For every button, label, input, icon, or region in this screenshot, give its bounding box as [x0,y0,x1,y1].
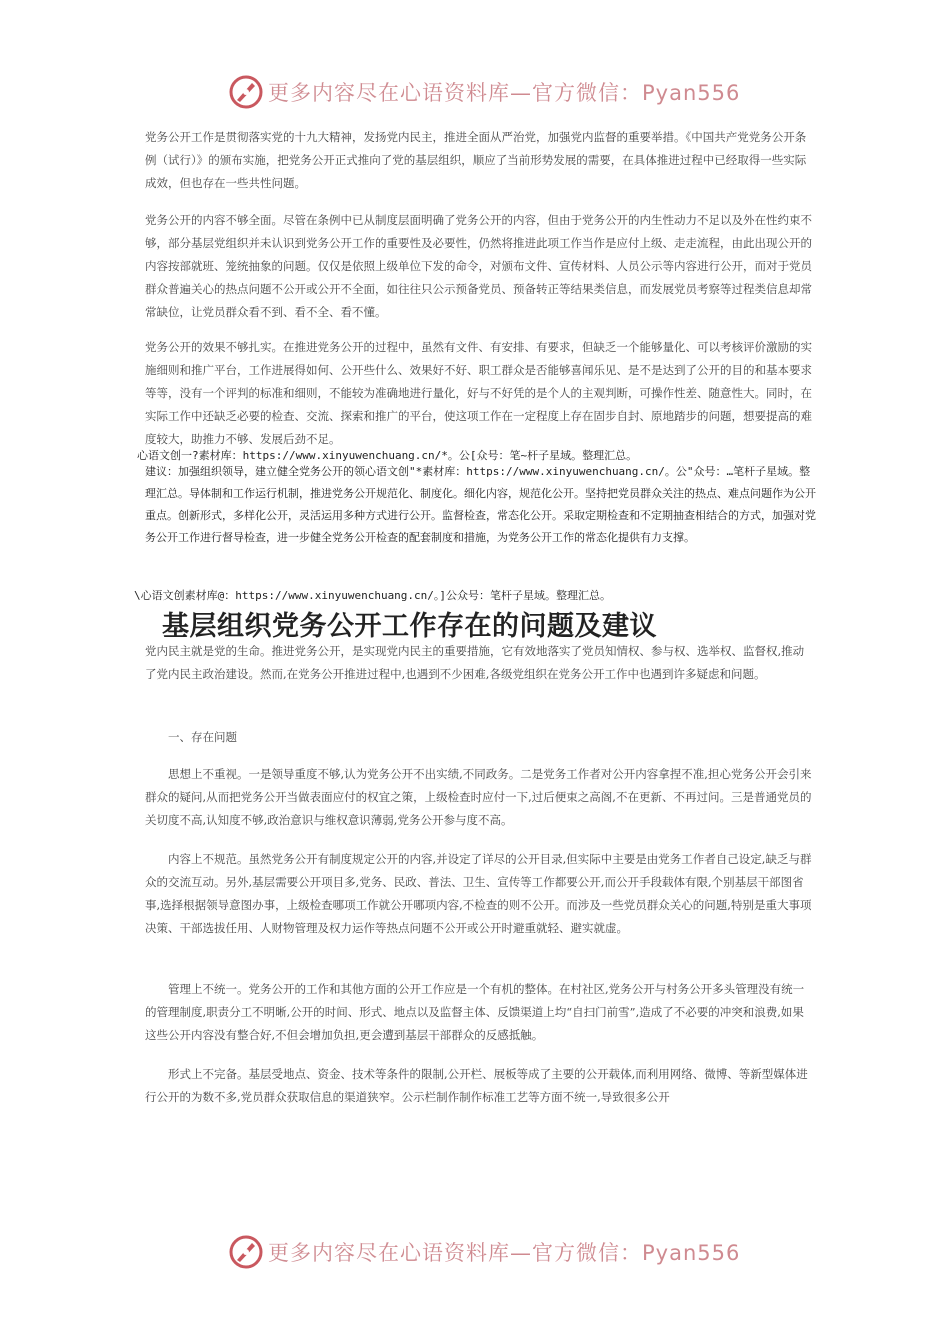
paragraph-thinking: 思想上不重视。一是领导重度不够,认为党务公开不出实绩,不同政务。二是党务工作者对公开内容拿捏不准,担心党务公开会引来群众的疑问,从而把党务公开当做表面应付的权宜之策，上级检查时应付一下,过后便束之高阁,不在更新、不再过问。三是普通党员的关切度不高,认知度不够,政治意识与维权意识薄弱,党务公开参与度不高。 [145,767,812,827]
paragraph-intro-open: 党务公开工作是贯彻落实党的十九大精神，发扬党内民主，推进全面从严治党，加强党内监督的重要举措。《中国共产党党务公开条例（试行）》的颁布实施，把党务公开正式推向了党的基层组织，顺应了当前形势发展的需要，在具体推进过程中已经取得一些实际成效，但也存在一些共性问题。 [145,130,807,190]
banner-text: 更多内容尽在心语资料库—官方微信：Pyan556 [268,81,741,105]
watermark-line: \心语文创素材库@：https://www.xinyuwenchuang.cn/。]公众号：笔杆子星域。整理汇总。 [134,589,612,602]
watermark-line: 心语文创一?素材库：https://www.xinyuwenchuang.cn/*。公[众号：笔~杆子星域。整理汇总。 [137,449,638,462]
paragraph-content-norms: 内容上不规范。虽然党务公开有制度规定公开的内容,并设定了详尽的公开目录,但实际中主要是由党务工作者自己设定,缺乏与群众的交流互动。另外,基层需要公开项目多,党务、民政、普法、卫生、宣传等工作都要公开,而公开手段载体有限,个别基层干部图省事,选择根据领导意图办事，上级检查哪项工作就公开哪项内容,不检查的则不公开。而涉及一些党员群众关心的问题,特别是重大事项决策、干部选拔任用、人财物管理及权力运作等热点问题不公开或公开时避重就轻、避实就虚。 [145,852,812,935]
paragraph-form: 形式上不完备。基层受地点、资金、技术等条件的限制,公开栏、展板等成了主要的公开载体,而利用网络、微博、等新型媒体进行公开的为数不多,党员群众获取信息的渠道狭窄。公示栏制作制作标准工艺等方面不统一,导致很多公开 [145,1067,808,1104]
brush-logo-icon [228,74,264,110]
document-title: 基层组织党务公开工作存在的问题及建议 [162,611,657,642]
paragraph-effect-weak: 党务公开的效果不够扎实。在推进党务公开的过程中，虽然有文件、有安排、有要求，但缺乏一个能够量化、可以考核评价激励的实施细则和推广平台，工作进展得如何、公开些什么、效果好不好、职工群众是否能够喜闻乐见、是不是达到了公开的目的和基本要求等等，没有一个评判的标准和细则，不能较为准确地进行量化，好与不好凭的是个人的主观判断，可操作性差、随意性大。同时，在实际工作中还缺乏必要的检查、交流、探索和推广的平台，使这项工作在一定程度上存在固步自封、原地踏步的问题，想要提高的难度较大，助推力不够、发展后劲不足。 [145,340,812,446]
section-heading: 一、存在问题 [168,730,237,744]
footer-banner [0,1232,950,1272]
banner-content [228,72,740,112]
brush-logo-icon [228,1234,264,1270]
banner-content [228,1232,740,1272]
header-banner [0,72,950,112]
paragraph-content-incomplete: 党务公开的内容不够全面。尽管在条例中已从制度层面明确了党务公开的内容，但由于党务公开的内生性动力不足以及外在性约束不够，部分基层党组织并未认识到党务公开工作的重要性及必要性，仍然将推进此项工作当作是应付上级、走走流程，由此出现公开的内容按部就班、笼统抽象的问题。仅仅是依照上级单位下发的命令，对颁布文件、宣传材料、人员公示等内容进行公开，而对于党员群众普遍关心的热点问题不公开或公开不全面，如往往只公示预备党员、预备转正等结果类信息，而发展党员考察等过程类信息却常常缺位，让党员群众看不到、看不全、看不懂。 [145,213,812,319]
banner-text: 更多内容尽在心语资料库—官方微信：Pyan556 [268,1241,741,1265]
paragraph-intro: 党内民主就是党的生命。推进党务公开，是实现党内民主的重要措施，它有效地落实了党员知情权、参与权、选举权、监督权,推动了党内民主政治建设。然而,在党务公开推进过程中,也遇到不少困难,各级党组织在党务公开工作中也遇到许多疑虑和问题。 [145,644,805,681]
paragraph-suggestion: 建议：加强组织领导，建立健全党务公开的领心语文创"*素材库：https://www.xinyuwenchuang.cn/。公"众号：…笔杆子星域。整理汇总。导体制和工作运行机制，推进党务公开规范化、制度化。细化内容，规范化公开。坚持把党员群众关注的热点、难点问题作为公开重点。创新形式，多样化公开，灵活运用多种方式进行公开。监督检查，常态化公开。采取定期检查和不定期抽查相结合的方式，加强对党务公开工作进行督导检查，进一步健全党务公开检查的配套制度和措施，为党务公开工作的常态化提供有力支撑。 [145,465,816,544]
paragraph-management: 管理上不统一。党务公开的工作和其他方面的公开工作应是一个有机的整体。在村社区,党务公开与村务公开多头管理没有统一的管理制度,职责分工不明晰,公开的时间、形式、地点以及监督主体、反馈渠道上均“自扫门前雪”,造成了不必要的冲突和浪费,如果这些公开内容没有整合好,不但会增加负担,更会遭到基层干部群众的反感抵触。 [145,982,805,1042]
